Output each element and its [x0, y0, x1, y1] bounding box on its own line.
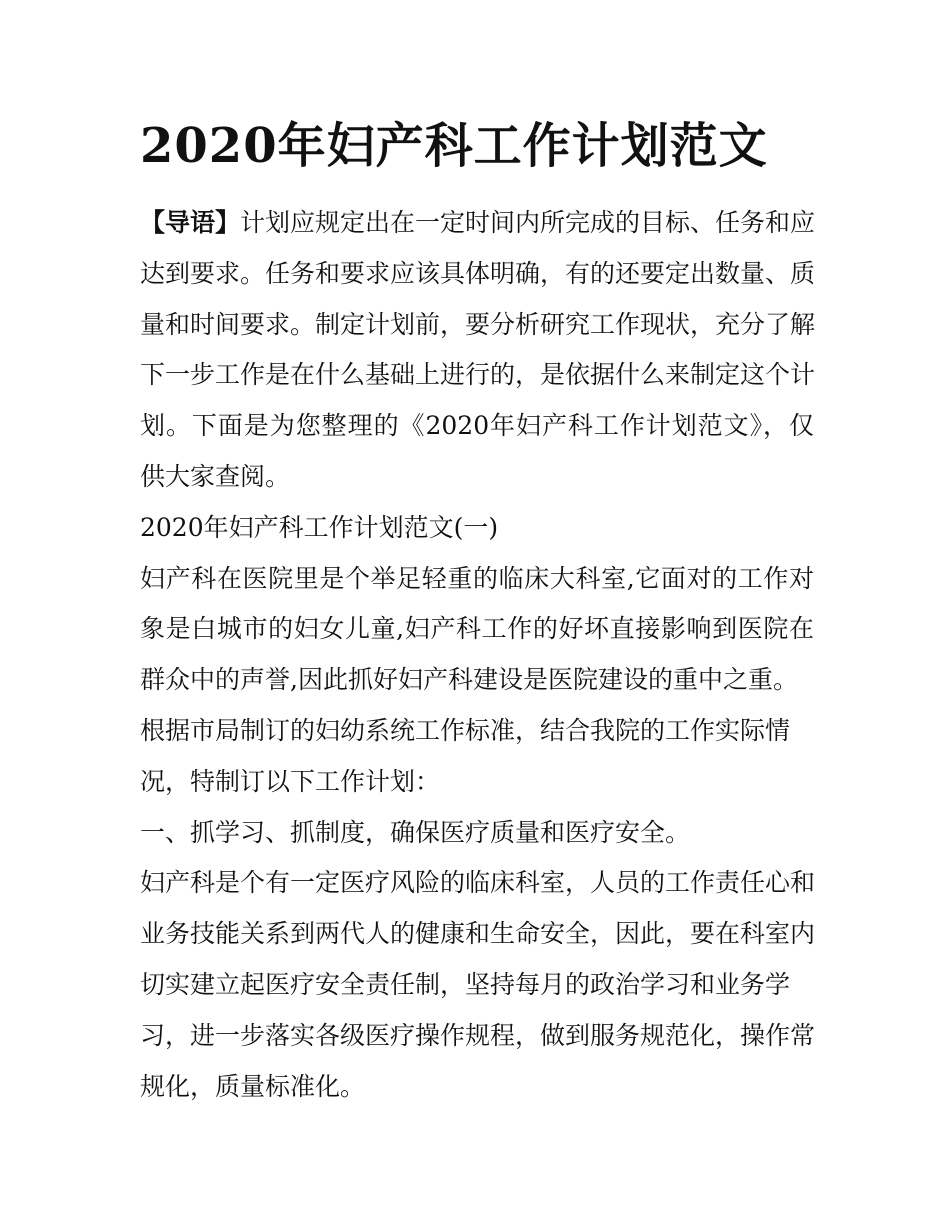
paragraph-2-line-4: 习，进一步落实各级医疗操作规程，做到服务规范化，操作常	[140, 1020, 816, 1050]
item-1-heading: 一、抓学习、抓制度，确保医疗质量和医疗安全。	[140, 817, 691, 847]
paragraph-1-line-3: 群众中的声誉,因此抓好妇产科建设是医院建设的重中之重。	[140, 665, 798, 695]
paragraph-1-line-4: 根据市局制订的妇幼系统工作标准，结合我院的工作实际情	[140, 715, 791, 745]
paragraph-2-line-3: 切实建立起医疗安全责任制，坚持每月的政治学习和业务学	[140, 969, 791, 999]
intro-line-4: 下一步工作是在什么基础上进行的，是依据什么来制定这个计	[140, 360, 816, 390]
paragraph-1-line-1: 妇产科在医院里是个举足轻重的临床大科室,它面对的工作对	[140, 563, 814, 593]
paragraph-2-line-2: 业务技能关系到两代人的健康和生命安全，因此，要在科室内	[140, 919, 816, 949]
paragraph-2-line-1: 妇产科是个有一定医疗风险的临床科室，人员的工作责任心和	[140, 868, 816, 898]
document-title: 2020年妇产科工作计划范文	[140, 118, 768, 174]
intro-line-6: 供大家查阅。	[140, 461, 291, 491]
document-body	[140, 198, 814, 1112]
intro-line-1-text: 计划应规定出在一定时间内所完成的目标、任务和应	[240, 208, 816, 237]
intro-line-2: 达到要求。任务和要求应该具体明确，有的还要定出数量、质	[140, 258, 816, 288]
intro-line-3: 量和时间要求。制定计划前，要分析研究工作现状，充分了解	[140, 309, 816, 339]
section-heading: 2020年妇产科工作计划范文(一)	[140, 512, 499, 542]
intro-lead-label: 【导语】	[140, 208, 241, 237]
paragraph-1-line-5: 况，特制订以下工作计划：	[140, 766, 441, 796]
intro-line-5: 划。下面是为您整理的《2020年妇产科工作计划范文》，仅	[140, 411, 814, 441]
paragraph-1-line-2: 象是白城市的妇女儿童,妇产科工作的好坏直接影响到医院在	[140, 614, 814, 644]
paragraph-2-line-5: 规化，质量标准化。	[140, 1071, 366, 1101]
intro-line-1	[140, 198, 814, 249]
